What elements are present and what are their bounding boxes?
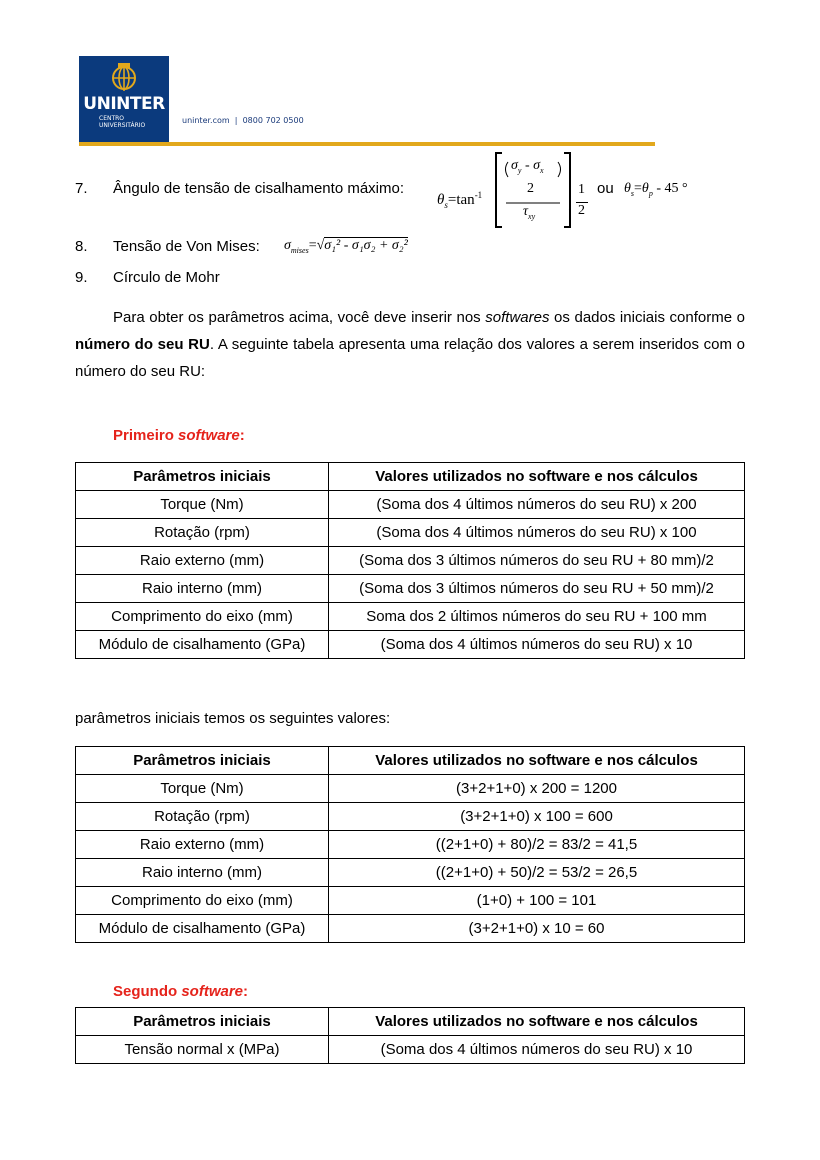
formula7-lhs — [437, 190, 482, 210]
para-bold: número do seu RU — [75, 336, 210, 353]
table-cell: Raio interno (mm) — [76, 575, 329, 603]
first-software-suffix: : — [239, 427, 245, 444]
alt-theta: θ — [624, 181, 631, 196]
item-9-number: 9. — [75, 269, 88, 286]
second-software-suffix: : — [243, 983, 249, 1000]
formula7-two-b: 2 — [578, 203, 585, 218]
table-cell: (3+2+1+0) x 10 = 60 — [329, 915, 745, 943]
mises-equals: = — [308, 238, 317, 253]
table-row — [76, 575, 745, 603]
logo-sub-2: UNIVERSITÁRIO — [99, 122, 146, 129]
item-9-label: Círculo de Mohr — [113, 269, 220, 286]
table-cell: Torque (Nm) — [76, 491, 329, 519]
formula7-one: 1 — [578, 182, 585, 197]
formula7-alternative — [624, 181, 688, 198]
table-cell: Torque (Nm) — [76, 775, 329, 803]
table-cell: (1+0) + 100 = 101 — [329, 887, 745, 915]
item-7-number: 7. — [75, 180, 88, 197]
table-row — [76, 1036, 745, 1064]
table-cell: (3+2+1+0) x 100 = 600 — [329, 803, 745, 831]
table-cell: Módulo de cisalhamento (GPa) — [76, 631, 329, 659]
para-italic: softwares — [485, 309, 550, 326]
table-second-software — [75, 1007, 745, 1064]
header-cell: Valores utilizados no software e nos cálculos — [329, 1008, 745, 1036]
table-row — [76, 859, 745, 887]
table-row — [76, 831, 745, 859]
table-row — [76, 547, 745, 575]
header-contact — [182, 116, 304, 125]
table-row — [76, 915, 745, 943]
table-cell: Rotação (rpm) — [76, 803, 329, 831]
table-cell: (Soma dos 4 últimos números do seu RU) x 200 — [329, 491, 745, 519]
second-software-title — [113, 983, 248, 1000]
table-row — [76, 631, 745, 659]
table-cell: (Soma dos 3 últimos números do seu RU + 50 mm)/2 — [329, 575, 745, 603]
table-header-row — [76, 747, 745, 775]
table-header-row — [76, 463, 745, 491]
table-cell: Tensão normal x (MPa) — [76, 1036, 329, 1064]
table-cell: Rotação (rpm) — [76, 519, 329, 547]
table-cell: ((2+1+0) + 50)/2 = 53/2 = 26,5 — [329, 859, 745, 887]
header-cell: Parâmetros iniciais — [76, 1008, 329, 1036]
table-cell: Módulo de cisalhamento (GPa) — [76, 915, 329, 943]
table-cell: (Soma dos 3 últimos números do seu RU + 80 mm)/2 — [329, 547, 745, 575]
table-cell: (Soma dos 4 últimos números do seu RU) x 10 — [329, 631, 745, 659]
formula7-two: 2 — [527, 181, 534, 196]
sub-x: x — [540, 165, 544, 175]
formula7-numerator — [511, 158, 544, 175]
formula-von-mises — [284, 238, 408, 255]
table-cell: Comprimento do eixo (mm) — [76, 603, 329, 631]
table-row — [76, 603, 745, 631]
table-row — [76, 887, 745, 915]
sigma-mises: σ — [284, 238, 291, 253]
alt-sub-p: p — [648, 188, 653, 198]
header-cell: Valores utilizados no software e nos cálculos — [329, 747, 745, 775]
logo-subtitle — [99, 115, 145, 129]
inverse-exponent: -1 — [474, 190, 483, 200]
formula7-denominator — [523, 204, 535, 221]
contact-separator: | — [234, 116, 238, 125]
header-cell: Parâmetros iniciais — [76, 463, 329, 491]
header-cell: Valores utilizados no software e nos cálculos — [329, 463, 745, 491]
para-part-2: os dados iniciais conforme o — [549, 309, 745, 326]
table-header-row — [76, 1008, 745, 1036]
formula7-dot: . — [568, 199, 572, 214]
table-cell: Raio interno (mm) — [76, 859, 329, 887]
alt-theta-p: θ — [641, 181, 649, 196]
item-7-label: Ângulo de tensão de cisalhamento máximo: — [113, 180, 405, 197]
table-row — [76, 775, 745, 803]
para-part-1: Para obter os parâmetros acima, você deve inserir nos — [113, 309, 486, 326]
radical-sign: √ — [316, 238, 325, 253]
uninter-logo — [79, 56, 169, 142]
table-cell: Raio externo (mm) — [76, 547, 329, 575]
table-row — [76, 519, 745, 547]
sub-y: y — [517, 165, 522, 175]
table-row — [76, 491, 745, 519]
alt-sub-s: s — [630, 188, 635, 198]
alt-rest: - 45 ° — [652, 181, 688, 196]
table-cell: (3+2+1+0) x 200 = 1200 — [329, 775, 745, 803]
table-cell: ((2+1+0) + 80)/2 = 83/2 = 41,5 — [329, 831, 745, 859]
table-row — [76, 803, 745, 831]
table-cell: (Soma dos 4 últimos números do seu RU) x 10 — [329, 1036, 745, 1064]
website-link[interactable]: uninter.com — [182, 116, 230, 125]
table-cell: Raio externo (mm) — [76, 831, 329, 859]
logo-sub-1: CENTRO — [99, 115, 125, 122]
second-software-prefix: Segundo — [113, 983, 182, 1000]
sub-mises: mises — [290, 245, 309, 255]
sigma-y: σ — [511, 158, 518, 173]
mid-text: parâmetros iniciais temos os seguintes valores: — [75, 710, 391, 727]
minus-sign: - — [521, 158, 534, 173]
item-8-label: Tensão de Von Mises: — [113, 238, 260, 255]
tan-function: tan — [456, 192, 475, 208]
mises-terms: σ₁² - σ₁σ₂ + σ₂² — [324, 238, 408, 253]
alt-equals: = — [634, 181, 642, 196]
table-example-values — [75, 746, 745, 943]
table-cell: (Soma dos 4 últimos números do seu RU) x 100 — [329, 519, 745, 547]
table-cell: Soma dos 2 últimos números do seu RU + 100 mm — [329, 603, 745, 631]
tau-symbol: τ — [523, 204, 529, 219]
sigma-x: σ — [533, 158, 541, 173]
header-divider — [79, 142, 655, 146]
header-cell: Parâmetros iniciais — [76, 747, 329, 775]
sub-s: s — [444, 200, 448, 210]
phone-number: 0800 702 0500 — [242, 116, 304, 125]
first-software-italic: software — [178, 427, 240, 444]
para-part-3: . A seguinte tabela apresenta uma relação dos valores a serem inseridos com o número do seu RU: — [75, 336, 745, 380]
table-formulas — [75, 462, 745, 659]
first-software-prefix: Primeiro — [113, 427, 179, 444]
globe-icon — [102, 62, 146, 92]
logo-brand: UNINTER — [83, 94, 165, 114]
first-software-title — [113, 427, 245, 444]
intro-paragraph — [75, 304, 745, 385]
table-cell: Comprimento do eixo (mm) — [76, 887, 329, 915]
second-software-italic: software — [181, 983, 244, 1000]
formula7-or: ou — [597, 180, 614, 197]
sub-xy: xy — [528, 211, 536, 221]
equals-sign: = — [447, 192, 457, 208]
item-8-number: 8. — [75, 238, 88, 255]
theta-symbol: θ — [437, 192, 445, 208]
